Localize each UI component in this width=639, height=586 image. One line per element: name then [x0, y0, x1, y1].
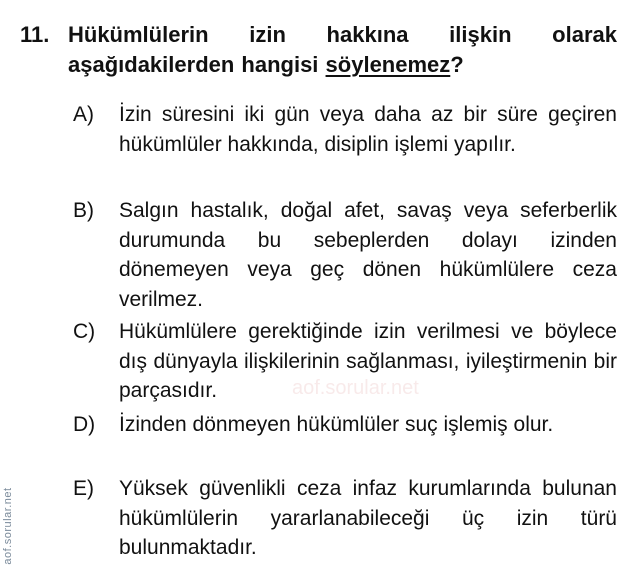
- watermark-side: aof.sorular.net: [2, 487, 14, 565]
- watermark-center: aof.sorular.net: [292, 377, 419, 399]
- option-a-text: İzin süresini iki gün veya daha az bir süre geçiren hükümlüler hakkında, disiplin işlemi yapılır.: [119, 103, 617, 156]
- option-e-letter: E): [73, 477, 94, 500]
- option-c-letter: C): [73, 320, 96, 343]
- option-b-letter: B): [73, 199, 94, 222]
- option-d-text: İzinden dönmeyen hükümlüler suç işlemiş olur.: [119, 413, 554, 436]
- option-d-letter: D): [73, 413, 96, 436]
- question-stem: [68, 20, 617, 80]
- question-stem-line-2: aşağıdakilerden hangisi: [68, 52, 326, 77]
- question-number: 11.: [20, 22, 50, 47]
- option-c-text: Hükümlülere gerektiğinde izin verilmesi ve böylece dış dünyayla ilişkilerinin sağlanması, iyileştirmenin bir parçasıdır.: [119, 320, 617, 402]
- option-b-text: Salgın hastalık, doğal afet, savaş veya seferberlik durumunda bu sebeplerden dolayı izinden dönemeyen veya geç dönen hükümlülere ceza verilmez.: [119, 199, 617, 311]
- option-a-letter: A): [73, 103, 94, 126]
- option-e-text: Yüksek güvenlikli ceza infaz kurumlarında bulunan hükümlülerin yararlanabileceği üç izin türü bulunmaktadır.: [119, 477, 617, 559]
- question-stem-mark: ?: [450, 52, 464, 77]
- question-stem-negation: söylenemez: [325, 52, 451, 77]
- question-stem-line-1: Hükümlülerin izin hakkına ilişkin olarak: [68, 22, 617, 47]
